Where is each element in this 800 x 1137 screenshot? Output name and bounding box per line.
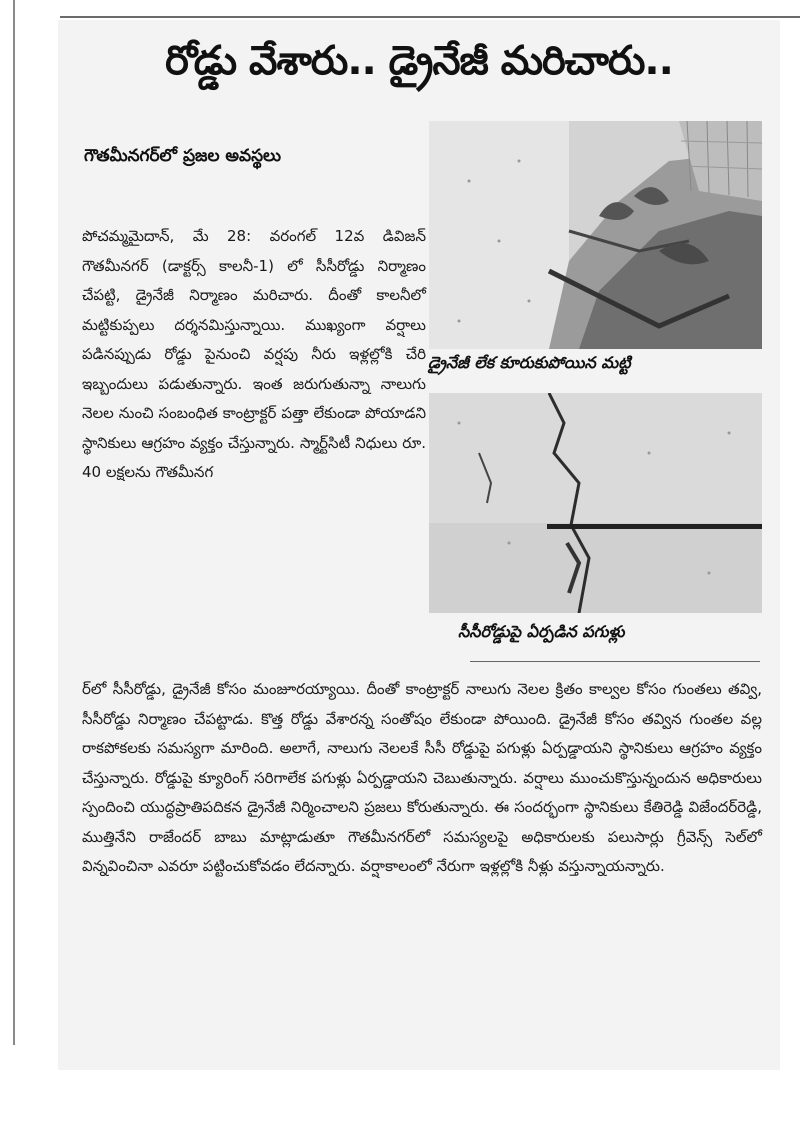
news-clipping — [58, 20, 780, 1070]
soil-photo — [429, 121, 762, 349]
photo-caption-soil: డ్రైనేజీ లేక కూరుకుపోయిన మట్టి — [428, 353, 631, 372]
top-divider — [60, 16, 800, 18]
left-divider — [13, 0, 15, 1045]
soil-photo-icon — [429, 121, 762, 349]
subheadline: గౌతమీనగర్‌లో ప్రజల అవస్థలు — [84, 146, 281, 166]
article-full-width-text: ర్‌లో సీసీరోడ్డు, డ్రైనేజీ కోసం మంజూరయ్యాయి. దీంతో కాంట్రాక్టర్ నాలుగు నెలల క్రితం కాల్వల కోసం గుంతలు తవ్వి, సీసీరోడ్డు నిర్మాణం చేపట్టాడు. కొత్త రోడ్డు వేశారన్న సంతోషం లేకుండా పోయింది. డ్రైనేజీ కోసం తవ్విన గుంతల వల్ల రాకపోకలకు సమస్యగా మారింది. అలాగే, నాలుగు నెలలకే సీసీ రోడ్డుపై పగుళ్లు ఏర్పడ్డాయని స్థానికులు ఆగ్రహం వ్యక్తం చేస్తున్నారు. రోడ్డుపై క్యూరింగ్ సరిగాలేక పగుళ్లు ఏర్పడ్డాయని చెబుతున్నారు. వర్షాలు ముంచుకొస్తున్నందున అధికారులు స్పందించి యుద్ధప్రాతిపదికన డ్రైనేజీ నిర్మించాలని ప్రజలు కోరుతున్నారు. ఈ సందర్భంగా స్థానికులు కేతిరెడ్డి విజేందర్‌రెడ్డి, ముత్తినేని రాజేందర్ బాబు మాట్లాడుతూ గౌతమీనగర్‌లో సమస్యలపై అధికారులకు పలుసార్లు గ్రీవెన్స్ సెల్‌లో విన్నవించినా ఎవరూ పట్టించుకోవడం లేదన్నారు. వర్షాకాలంలో నేరుగా ఇళ్లల్లోకి నీళ్లు వస్తున్నాయన్నారు. — [82, 680, 762, 875]
caption-divider — [470, 661, 760, 662]
cracked-road-photo-icon — [429, 393, 762, 613]
cracked-road-photo — [429, 393, 762, 613]
photo-caption-cracks: సీసీరోడ్డుపై ఏర్పడిన పగుళ్లు — [458, 622, 625, 641]
headline: రోడ్డు వేశారు.. డ్రైనేజీ మరిచారు.. — [165, 38, 673, 84]
article-column-text: పోచమ్మమైదాన్, మే 28: వరంగల్ 12వ డివిజన్ గౌతమీనగర్ (డాక్టర్స్ కాలనీ-1) లో సీసీరోడ్డు నిర్మాణం చేపట్టి, డ్రైనేజీ నిర్మాణం మరిచారు. దీంతో కాలనీలో మట్టికుప్పలు దర్శనమిస్తున్నాయి. ముఖ్యంగా వర్షాలు పడినప్పుడు రోడ్డు పైనుంచి వర్షపు నీరు ఇళ్లల్లోకి చేరి ఇబ్బందులు పడుతున్నారు. ఇంత జరుగుతున్నా నాలుగు నెలల నుంచి సంబంధిత కాంట్రాక్టర్ పత్తా లేకుండా పోయాడని స్థానికులు ఆగ్రహం వ్యక్తం చేస్తున్నారు. స్మార్ట్‌సిటీ నిధులు రూ. 40 లక్షలను గౌతమీనగ — [82, 227, 426, 481]
